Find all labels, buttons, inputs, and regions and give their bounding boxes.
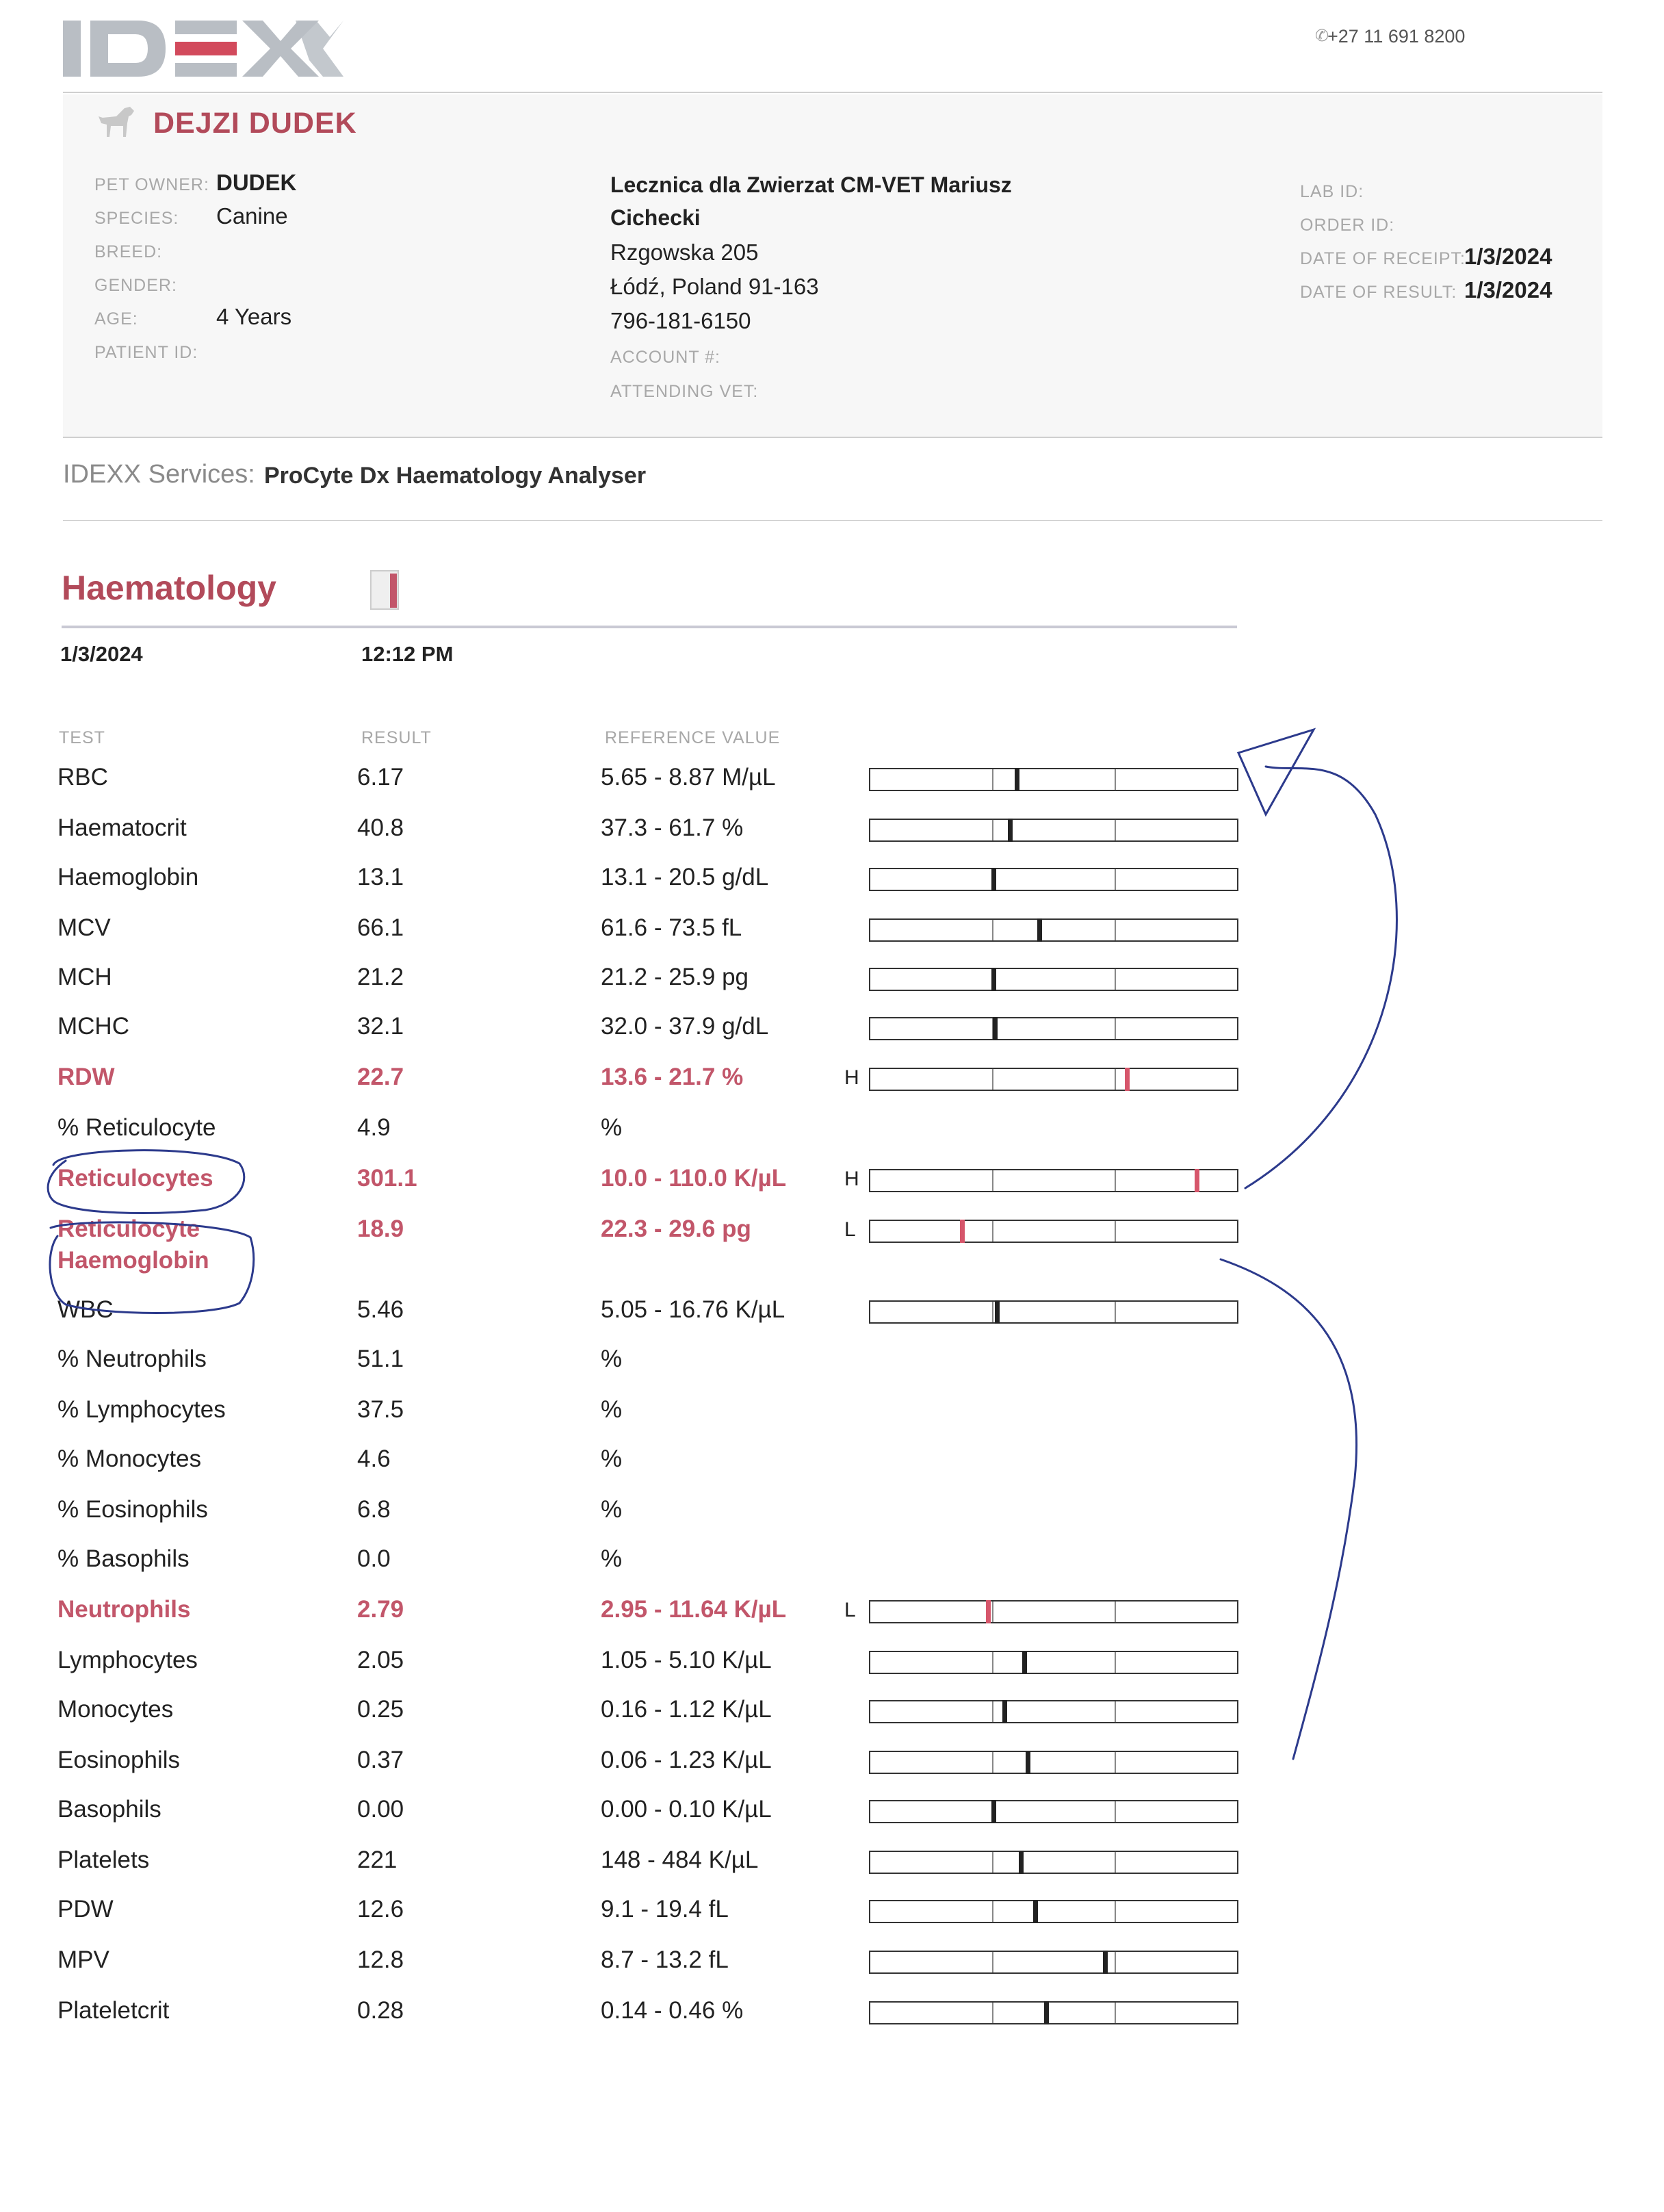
row-reference: % bbox=[601, 1445, 623, 1472]
patient-divider bbox=[63, 437, 1602, 438]
row-reference: 32.0 - 37.9 g/dL bbox=[601, 1013, 769, 1040]
row-reference: 1.05 - 5.10 K/µL bbox=[601, 1647, 772, 1673]
range-bar bbox=[869, 1068, 1238, 1091]
row-flag: H bbox=[844, 1168, 859, 1190]
row-result: 6.17 bbox=[357, 764, 404, 790]
table-row bbox=[0, 1296, 1664, 1337]
attending-vet-label: ATTENDING VET: bbox=[610, 382, 759, 401]
range-bar-divider bbox=[1115, 2003, 1116, 2023]
row-reference: % bbox=[601, 1545, 623, 1572]
row-result: 21.2 bbox=[357, 964, 404, 990]
row-reference: 10.0 - 110.0 K/µL bbox=[601, 1165, 787, 1192]
range-bar-divider bbox=[1115, 769, 1116, 790]
row-test-name: Reticulocyte bbox=[57, 1216, 200, 1242]
range-marker bbox=[1015, 768, 1019, 791]
row-result: 5.46 bbox=[357, 1296, 404, 1323]
row-result: 4.6 bbox=[357, 1445, 391, 1472]
dog-icon bbox=[96, 103, 138, 142]
patient-field-value: 4 Years bbox=[216, 304, 292, 329]
range-bar-divider bbox=[1115, 820, 1116, 840]
phone-icon: ✆ bbox=[1315, 27, 1329, 45]
row-result: 32.1 bbox=[357, 1013, 404, 1040]
row-reference: % bbox=[601, 1114, 623, 1141]
row-result: 13.1 bbox=[357, 864, 404, 890]
row-result: 40.8 bbox=[357, 814, 404, 841]
range-bar-divider bbox=[992, 820, 993, 840]
row-flag: H bbox=[844, 1066, 859, 1089]
range-marker bbox=[991, 868, 996, 891]
row-reference: % bbox=[601, 1346, 623, 1372]
patient-field-label: PATIENT ID: bbox=[94, 343, 198, 362]
row-test-name: RBC bbox=[57, 764, 108, 790]
clinic-name-line2: Cichecki bbox=[610, 205, 701, 230]
row-test-name: MPV bbox=[57, 1946, 109, 1973]
table-row bbox=[0, 914, 1664, 955]
row-result: 12.8 bbox=[357, 1946, 404, 1973]
section-date: 1/3/2024 bbox=[60, 642, 143, 666]
range-bar-divider bbox=[1115, 1170, 1116, 1191]
table-row bbox=[0, 1946, 1664, 1988]
range-bar bbox=[869, 1951, 1238, 1974]
range-bar-divider bbox=[992, 1302, 993, 1322]
row-flag: L bbox=[844, 1599, 856, 1621]
range-bar-divider bbox=[1115, 869, 1116, 890]
lab-phone: +27 11 691 8200 bbox=[1327, 26, 1466, 47]
row-test-name: Plateletcrit bbox=[57, 1997, 170, 2024]
row-test-name: Monocytes bbox=[57, 1696, 174, 1723]
range-bar-divider bbox=[1115, 1952, 1116, 1972]
row-result: 0.37 bbox=[357, 1747, 404, 1773]
row-test-name: MCHC bbox=[57, 1013, 129, 1040]
account-label: ACCOUNT #: bbox=[610, 348, 720, 367]
table-row bbox=[0, 1064, 1664, 1105]
order-field-label: LAB ID: bbox=[1300, 182, 1364, 201]
row-flag: L bbox=[844, 1218, 856, 1241]
order-field-label: ORDER ID: bbox=[1300, 216, 1395, 235]
range-marker bbox=[1019, 1851, 1024, 1874]
row-reference: 22.3 - 29.6 pg bbox=[601, 1216, 751, 1242]
section-underline bbox=[62, 626, 1237, 628]
range-bar-divider bbox=[1115, 1701, 1116, 1722]
range-marker bbox=[1008, 819, 1013, 842]
row-test-name: % Eosinophils bbox=[57, 1496, 208, 1523]
range-bar bbox=[869, 1220, 1238, 1243]
row-reference: 13.6 - 21.7 % bbox=[601, 1064, 744, 1090]
patient-field-label: SPECIES: bbox=[94, 209, 179, 228]
table-row bbox=[0, 964, 1664, 1005]
patient-field-label: PET OWNER: bbox=[94, 175, 209, 194]
row-test-name: Basophils bbox=[57, 1796, 161, 1823]
row-test-name: MCV bbox=[57, 914, 111, 941]
range-bar-divider bbox=[1115, 969, 1116, 990]
table-row bbox=[0, 1165, 1664, 1206]
col-header-result: RESULT bbox=[361, 728, 432, 747]
range-bar-divider bbox=[1115, 920, 1116, 940]
range-bar-divider bbox=[1115, 1752, 1116, 1773]
range-bar bbox=[869, 1800, 1238, 1823]
range-marker bbox=[993, 1017, 998, 1040]
range-marker bbox=[1044, 2001, 1049, 2024]
range-bar bbox=[869, 868, 1238, 891]
row-test-name: % Neutrophils bbox=[57, 1346, 207, 1372]
range-bar-divider bbox=[992, 1652, 993, 1673]
row-reference: 5.05 - 16.76 K/µL bbox=[601, 1296, 785, 1323]
range-bar-divider bbox=[992, 2003, 993, 2023]
row-reference: 0.14 - 0.46 % bbox=[601, 1997, 744, 2024]
row-reference: 9.1 - 19.4 fL bbox=[601, 1896, 729, 1922]
table-row bbox=[0, 1114, 1664, 1155]
range-bar bbox=[869, 1600, 1238, 1623]
table-row bbox=[0, 764, 1664, 805]
row-reference: % bbox=[601, 1396, 623, 1423]
range-marker bbox=[1033, 1900, 1038, 1923]
table-row bbox=[0, 1396, 1664, 1437]
services-divider bbox=[63, 520, 1602, 521]
range-bar-divider bbox=[992, 1752, 993, 1773]
patient-field-label: AGE: bbox=[94, 309, 138, 329]
section-title: Haematology bbox=[62, 569, 276, 607]
row-result: 2.79 bbox=[357, 1596, 404, 1623]
patient-field-value: DUDEK bbox=[216, 170, 297, 195]
row-test-name: Eosinophils bbox=[57, 1747, 180, 1773]
table-row bbox=[0, 814, 1664, 856]
row-result: 301.1 bbox=[357, 1165, 417, 1192]
row-test-name: WBC bbox=[57, 1296, 114, 1323]
clinic-name-line1: Lecznica dla Zwierzat CM-VET Mariusz bbox=[610, 172, 1012, 197]
range-marker bbox=[991, 1800, 996, 1823]
row-test-name: Platelets bbox=[57, 1847, 150, 1873]
row-reference: 13.1 - 20.5 g/dL bbox=[601, 864, 769, 890]
order-field-value: 1/3/2024 bbox=[1464, 244, 1552, 269]
range-bar bbox=[869, 1700, 1238, 1723]
range-marker bbox=[1026, 1751, 1030, 1774]
range-bar-divider bbox=[992, 769, 993, 790]
table-row bbox=[0, 1847, 1664, 1888]
table-row bbox=[0, 1696, 1664, 1737]
table-row bbox=[0, 1896, 1664, 1937]
row-test-name: % Basophils bbox=[57, 1545, 190, 1572]
range-marker bbox=[1103, 1951, 1108, 1974]
col-header-reference: REFERENCE VALUE bbox=[605, 728, 781, 747]
order-field-value: 1/3/2024 bbox=[1464, 277, 1552, 303]
range-marker bbox=[995, 1300, 1000, 1324]
row-result: 0.28 bbox=[357, 1997, 404, 2024]
range-marker bbox=[986, 1600, 991, 1623]
range-bar bbox=[869, 2001, 1238, 2024]
row-reference: 148 - 484 K/µL bbox=[601, 1847, 759, 1873]
range-bar-divider bbox=[1115, 1302, 1116, 1322]
table-row bbox=[0, 1796, 1664, 1837]
order-field-label: DATE OF RECEIPT: bbox=[1300, 249, 1466, 268]
row-test-name-line2: Haemoglobin bbox=[57, 1247, 209, 1274]
patient-field-label: GENDER: bbox=[94, 276, 177, 295]
range-bar bbox=[869, 1300, 1238, 1324]
header-divider bbox=[63, 92, 1602, 93]
range-bar bbox=[869, 918, 1238, 942]
row-result: 4.9 bbox=[357, 1114, 391, 1141]
services-value: ProCyte Dx Haematology Analyser bbox=[264, 463, 647, 489]
range-marker bbox=[960, 1220, 965, 1243]
range-bar-divider bbox=[992, 1952, 993, 1972]
row-reference: 61.6 - 73.5 fL bbox=[601, 914, 742, 941]
table-row bbox=[0, 1747, 1664, 1788]
range-bar-divider bbox=[992, 1069, 993, 1090]
clinic-address2: Łódź, Poland 91-163 bbox=[610, 274, 819, 299]
range-bar-divider bbox=[1115, 1602, 1116, 1622]
range-bar bbox=[869, 1751, 1238, 1774]
test-tube-icon bbox=[369, 569, 400, 610]
patient-field-value: Canine bbox=[216, 203, 288, 229]
range-bar-divider bbox=[1115, 1018, 1116, 1039]
patient-field-label: BREED: bbox=[94, 242, 163, 261]
row-reference: 8.7 - 13.2 fL bbox=[601, 1946, 729, 1973]
table-row bbox=[0, 1997, 1664, 2038]
table-row bbox=[0, 1445, 1664, 1487]
row-test-name: % Lymphocytes bbox=[57, 1396, 226, 1423]
row-result: 22.7 bbox=[357, 1064, 404, 1090]
range-marker bbox=[1125, 1068, 1130, 1091]
row-result: 2.05 bbox=[357, 1647, 404, 1673]
row-result: 0.00 bbox=[357, 1796, 404, 1823]
table-row bbox=[0, 1013, 1664, 1054]
table-row bbox=[0, 1647, 1664, 1688]
row-reference: 21.2 - 25.9 pg bbox=[601, 964, 749, 990]
range-bar-divider bbox=[992, 1221, 993, 1242]
row-test-name: RDW bbox=[57, 1064, 115, 1090]
range-marker bbox=[1022, 1651, 1027, 1674]
row-reference: % bbox=[601, 1496, 623, 1523]
range-bar-divider bbox=[992, 1901, 993, 1922]
row-result: 18.9 bbox=[357, 1216, 404, 1242]
order-field-label: DATE OF RESULT: bbox=[1300, 283, 1457, 302]
idexx-logo bbox=[63, 21, 343, 77]
range-bar-divider bbox=[1115, 1801, 1116, 1822]
range-bar bbox=[869, 1900, 1238, 1923]
row-reference: 5.65 - 8.87 M/µL bbox=[601, 764, 776, 790]
range-marker bbox=[1037, 918, 1042, 942]
services-label: IDEXX Services: bbox=[63, 460, 255, 489]
row-reference: 0.00 - 0.10 K/µL bbox=[601, 1796, 772, 1823]
table-row bbox=[0, 1496, 1664, 1537]
range-bar bbox=[869, 1651, 1238, 1674]
range-marker bbox=[1002, 1700, 1007, 1723]
row-test-name: % Monocytes bbox=[57, 1445, 202, 1472]
table-row bbox=[0, 1545, 1664, 1586]
row-test-name: Lymphocytes bbox=[57, 1647, 198, 1673]
range-bar bbox=[869, 1017, 1238, 1040]
range-bar bbox=[869, 1851, 1238, 1874]
clinic-phone: 796-181-6150 bbox=[610, 308, 751, 333]
row-result: 12.6 bbox=[357, 1896, 404, 1922]
row-result: 51.1 bbox=[357, 1346, 404, 1372]
range-bar bbox=[869, 1169, 1238, 1192]
row-test-name: PDW bbox=[57, 1896, 114, 1922]
col-header-test: TEST bbox=[59, 728, 105, 747]
row-result: 6.8 bbox=[357, 1496, 391, 1523]
row-test-name: % Reticulocyte bbox=[57, 1114, 216, 1141]
range-bar-divider bbox=[992, 1602, 993, 1622]
row-reference: 0.16 - 1.12 K/µL bbox=[601, 1696, 772, 1723]
row-result: 221 bbox=[357, 1847, 398, 1873]
row-result: 0.0 bbox=[357, 1545, 391, 1572]
table-row bbox=[0, 1216, 1664, 1274]
section-time: 12:12 PM bbox=[361, 642, 454, 666]
row-result: 0.25 bbox=[357, 1696, 404, 1723]
range-bar bbox=[869, 968, 1238, 991]
row-reference: 2.95 - 11.64 K/µL bbox=[601, 1596, 787, 1623]
range-marker bbox=[991, 968, 996, 991]
row-reference: 0.06 - 1.23 K/µL bbox=[601, 1747, 772, 1773]
row-test-name: Haemoglobin bbox=[57, 864, 199, 890]
row-test-name: MCH bbox=[57, 964, 112, 990]
row-test-name: Haematocrit bbox=[57, 814, 187, 841]
row-reference: 37.3 - 61.7 % bbox=[601, 814, 744, 841]
range-bar-divider bbox=[1115, 1069, 1116, 1090]
range-bar-divider bbox=[1115, 1901, 1116, 1922]
table-row bbox=[0, 1346, 1664, 1387]
range-bar-divider bbox=[992, 1170, 993, 1191]
range-bar bbox=[869, 819, 1238, 842]
row-result: 66.1 bbox=[357, 914, 404, 941]
table-row bbox=[0, 1596, 1664, 1637]
range-bar-divider bbox=[1115, 1652, 1116, 1673]
range-bar-divider bbox=[1115, 1852, 1116, 1873]
range-bar bbox=[869, 768, 1238, 791]
clinic-address1: Rzgowska 205 bbox=[610, 240, 759, 265]
patient-name: DEJZI DUDEK bbox=[153, 107, 357, 140]
range-bar-divider bbox=[992, 1701, 993, 1722]
row-result: 37.5 bbox=[357, 1396, 404, 1423]
table-row bbox=[0, 864, 1664, 905]
range-marker bbox=[1195, 1169, 1199, 1192]
row-test-name: Neutrophils bbox=[57, 1596, 191, 1623]
range-bar-divider bbox=[1115, 1221, 1116, 1242]
range-bar-divider bbox=[992, 920, 993, 940]
row-test-name: Reticulocytes bbox=[57, 1165, 213, 1192]
range-bar-divider bbox=[992, 1852, 993, 1873]
